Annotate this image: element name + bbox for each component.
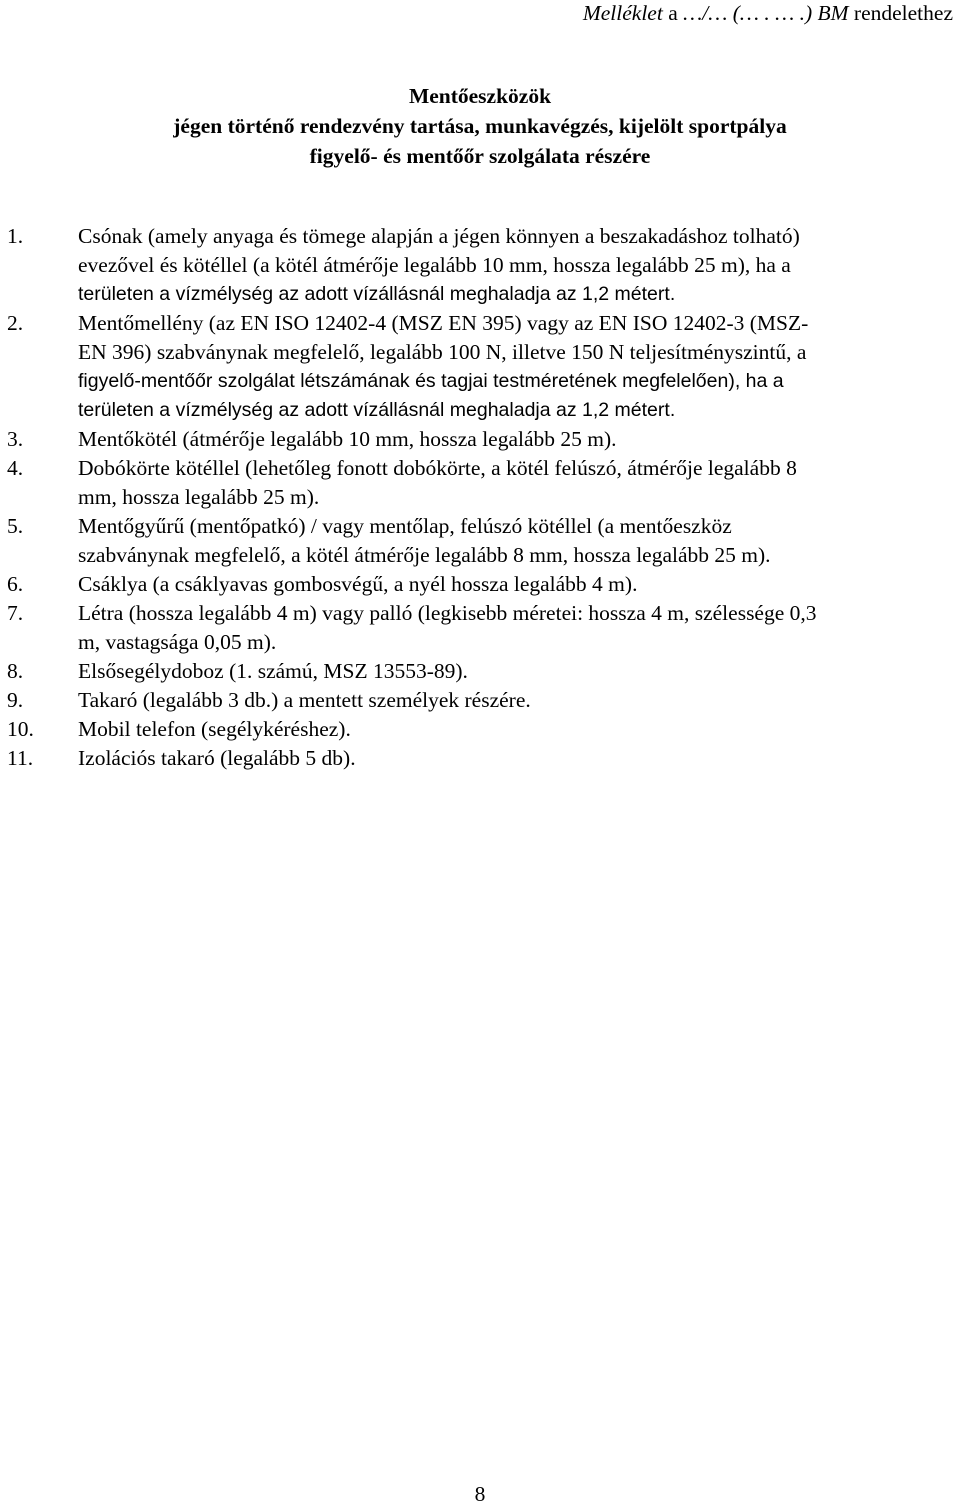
list-item — [0, 570, 960, 599]
list-item — [0, 425, 960, 454]
item-text-line: figyelő-mentőőr szolgálat létszámának és tagjai testméretének megfelelően), ha a — [78, 370, 784, 392]
list-item — [0, 686, 960, 715]
item-number: 2. — [7, 311, 24, 335]
list-item — [0, 512, 960, 570]
item-number: 3. — [7, 427, 24, 451]
item-text-line: Csáklya (a csáklyavas gombosvégű, a nyél hossza legalább 4 m). — [78, 572, 638, 596]
decree-label: rendelethez — [853, 1, 953, 25]
document-title — [0, 81, 960, 171]
item-text-line: Izolációs takaró (legalább 5 db). — [78, 746, 356, 770]
item-number: 1. — [7, 224, 24, 248]
annex-article: a — [668, 1, 678, 25]
item-text-line: Takaró (legalább 3 db.) a mentett személyek részére. — [78, 688, 531, 712]
item-text-line: m, vastagsága 0,05 m). — [78, 630, 277, 654]
item-text-line: evezővel és kötéllel (a kötél átmérője legalább 10 mm, hossza legalább 25 m), ha a — [78, 253, 791, 277]
item-text-line: Elsősegélydoboz (1. számú, MSZ 13553-89). — [78, 659, 468, 683]
equipment-list — [0, 222, 960, 773]
item-number: 6. — [7, 572, 24, 596]
item-text-line: mm, hossza legalább 25 m). — [78, 485, 320, 509]
item-text-line: EN 396) szabványnak megfelelő, legalább 100 N, illetve 150 N teljesítményszintű, a — [78, 340, 807, 364]
item-text-line: Dobókörte kötéllel (lehetőleg fonott dobókörte, a kötél felúszó, átmérője legalább 8 — [78, 456, 797, 480]
item-text-line: területen a vízmélység az adott vízállásnál meghaladja az 1,2 métert. — [78, 399, 676, 421]
list-item — [0, 599, 960, 657]
annex-reference — [583, 0, 953, 26]
item-number: 5. — [7, 514, 24, 538]
item-text-line: Mentőgyűrű (mentőpatkó) / vagy mentőlap, felúszó kötéllel (a mentőeszköz — [78, 514, 732, 538]
decree-number-placeholder: …/… (… . … .) — [683, 1, 813, 25]
title-line-2: jégen történő rendezvény tartása, munkavégzés, kijelölt sportpálya — [173, 114, 787, 138]
title-line-3: figyelő- és mentőőr szolgálata részére — [309, 144, 651, 168]
item-text-line: Létra (hossza legalább 4 m) vagy palló (legkisebb méretei: hossza 4 m, szélessége 0,3 — [78, 601, 817, 625]
item-text-line: Mentőmellény (az EN ISO 12402-4 (MSZ EN 395) vagy az EN ISO 12402-3 (MSZ- — [78, 311, 809, 335]
item-number: 7. — [7, 601, 24, 625]
list-item — [0, 309, 960, 425]
item-number: 8. — [7, 659, 24, 683]
item-text-line: területen a vízmélység az adott vízállásnál meghaladja az 1,2 métert. — [78, 283, 676, 305]
list-item — [0, 222, 960, 309]
item-text-line: szabványnak megfelelő, a kötél átmérője legalább 8 mm, hossza legalább 25 m). — [78, 543, 771, 567]
title-line-1: Mentőeszközök — [408, 84, 552, 108]
list-item — [0, 715, 960, 744]
list-item — [0, 744, 960, 773]
item-number: 11. — [7, 746, 34, 770]
item-text-line: Csónak (amely anyaga és tömege alapján a jégen könnyen a beszakadáshoz tolható) — [78, 224, 800, 248]
item-text-line: Mentőkötél (átmérője legalább 10 mm, hossza legalább 25 m). — [78, 427, 617, 451]
item-number: 9. — [7, 688, 24, 712]
item-number: 10. — [7, 717, 34, 741]
list-item — [0, 657, 960, 686]
annex-label: Melléklet — [582, 1, 663, 25]
page-number: 8 — [474, 1482, 486, 1506]
item-text-line: Mobil telefon (segélykéréshez). — [78, 717, 351, 741]
item-number: 4. — [7, 456, 24, 480]
ministry-abbreviation: BM — [817, 1, 849, 25]
list-item — [0, 454, 960, 512]
